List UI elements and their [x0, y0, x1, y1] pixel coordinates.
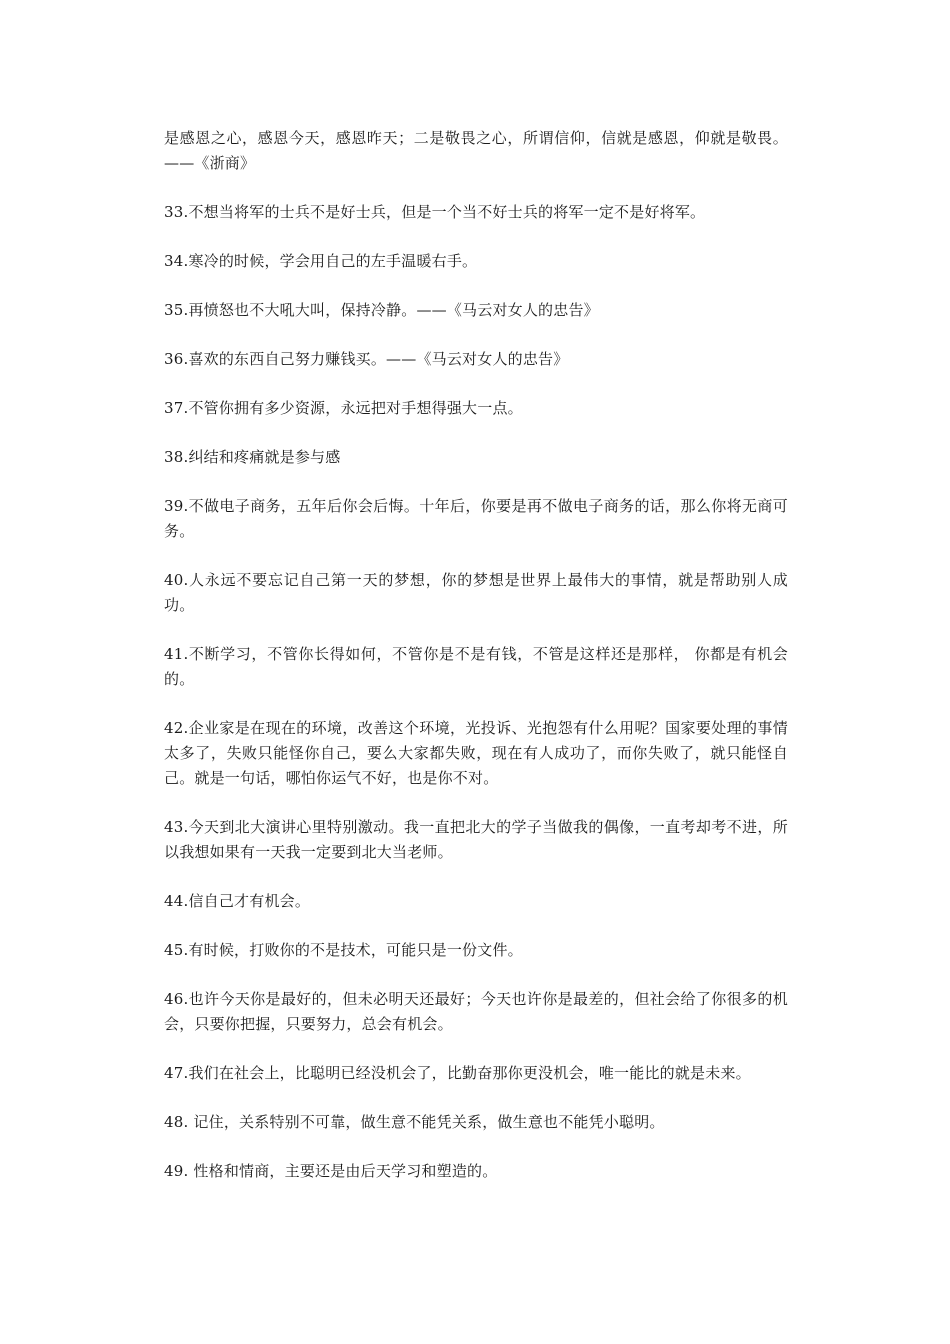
quote-42: 42.企业家是在现在的环境，改善这个环境，光投诉、光抱怨有什么用呢？国家要处理的事情太多了，失败只能怪你自己，要么大家都失败，现在有人成功了，而你失败了，就只能怪自己。就是一句话，哪怕你运气不好，也是你不对。 [164, 719, 788, 787]
quote-37: 37.不管你拥有多少资源，永远把对手想得强大一点。 [164, 399, 523, 417]
quote-35: 35.再愤怒也不大吼大叫，保持冷静。——《马云对女人的忠告》 [164, 301, 599, 319]
quote-34: 34.寒冷的时候，学会用自己的左手温暖右手。 [164, 252, 478, 270]
quote-41: 41.不断学习，不管你长得如何，不管你是不是有钱，不管是这样还是那样， 你都是有机会的。 [164, 645, 788, 688]
quote-47: 47.我们在社会上，比聪明已经没机会了，比勤奋那你更没机会，唯一能比的就是未来。 [164, 1064, 751, 1082]
quote-44: 44.信自己才有机会。 [164, 892, 311, 910]
quote-39: 39.不做电子商务，五年后你会后悔。十年后，你要是再不做电子商务的话，那么你将无商可务。 [164, 497, 788, 540]
quote-49: 49. 性格和情商，主要还是由后天学习和塑造的。 [164, 1162, 498, 1180]
quote-48: 48. 记住，关系特别不可靠，做生意不能凭关系，做生意也不能凭小聪明。 [164, 1113, 665, 1131]
paragraph-continued: 是感恩之心，感恩今天，感恩昨天；二是敬畏之心，所谓信仰，信就是感恩，仰就是敬畏。——《浙商》 [164, 129, 788, 172]
quote-36: 36.喜欢的东西自己努力赚钱买。——《马云对女人的忠告》 [164, 350, 569, 368]
quote-38: 38.纠结和疼痛就是参与感 [164, 448, 341, 466]
quote-45: 45.有时候，打败你的不是技术，可能只是一份文件。 [164, 941, 523, 959]
quote-33: 33.不想当将军的士兵不是好士兵，但是一个当不好士兵的将军一定不是好将军。 [164, 203, 706, 221]
quote-46: 46.也许今天你是最好的，但未必明天还最好；今天也许你是最差的，但社会给了你很多的机会，只要你把握，只要努力，总会有机会。 [164, 990, 788, 1033]
document-body [164, 126, 788, 1208]
quote-40: 40.人永远不要忘记自己第一天的梦想，你的梦想是世界上最伟大的事情，就是帮助别人成功。 [164, 571, 788, 614]
quote-43: 43.今天到北大演讲心里特别激动。我一直把北大的学子当做我的偶像，一直考却考不进，所以我想如果有一天我一定要到北大当老师。 [164, 818, 788, 861]
